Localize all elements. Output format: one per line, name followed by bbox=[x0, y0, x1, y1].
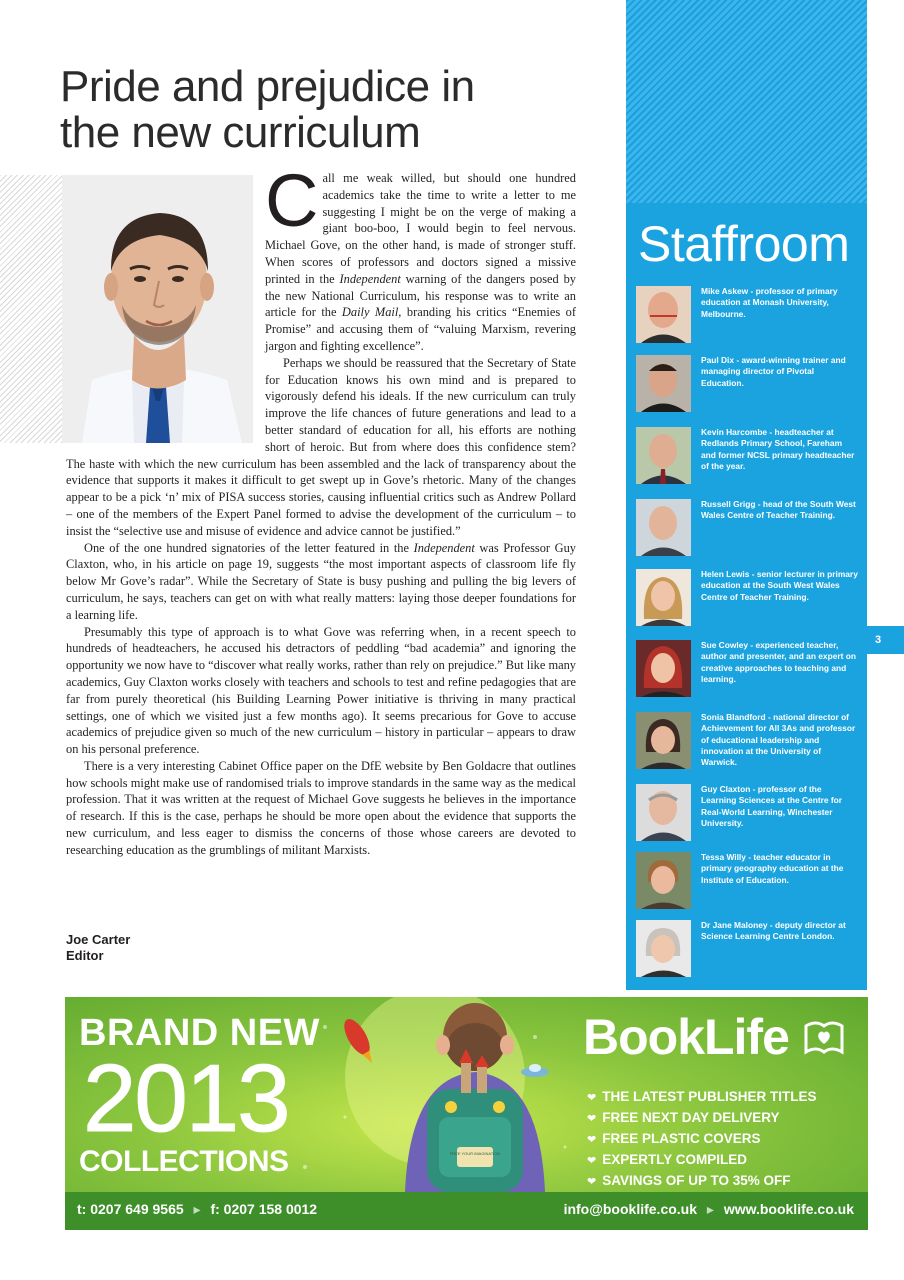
ad-features-list bbox=[587, 1087, 816, 1192]
byline bbox=[66, 932, 130, 964]
staff-desc: - national director of Achievement for All 3As and professor of educational leadership and innovation at the University of Warwick. bbox=[701, 712, 856, 768]
article-paragraph-2: Perhaps we should be reassured that the Secretary of State for Education knows his own mind and is prepared to vigorously defend his ideals. If the new curriculum can truly improve the life chances of future generations and lead to a better standard of education for all, his efforts are nothing short of heroic. But from where does this confidence stem? The haste with which the new curriculum has been assembled and the lack of transparency about the evidence that supports it makes it difficult to get swept up in Gove’s rhetoric. Many of the changes appear to be a pick ‘n’ mix of PISA success stories, causing influential critics such as Andrew Pollard – one of the members of the Expert Panel formed to advise the development of the curriculum – to insist the “selective use and misuse of evidence and advice cannot be justified.” bbox=[66, 355, 576, 538]
staff-desc: - senior lecturer in primary education at the South West Wales Centre of Teacher Training. bbox=[701, 569, 858, 602]
staff-info bbox=[701, 784, 859, 829]
staff-name: Tessa Willy bbox=[701, 852, 746, 862]
staff-info bbox=[701, 427, 859, 472]
staff-photo bbox=[636, 569, 691, 626]
ad-child-backpack-illustration bbox=[365, 997, 585, 1192]
ad-web-contact bbox=[564, 1197, 854, 1221]
ad-feature-text: FREE PLASTIC COVERS bbox=[602, 1131, 761, 1146]
staff-desc: - teacher educator in primary geography education at the Institute of Education. bbox=[701, 852, 844, 885]
staff-name: Paul Dix bbox=[701, 355, 735, 365]
staff-name: Guy Claxton bbox=[701, 784, 751, 794]
staff-info bbox=[701, 286, 859, 320]
staff-info bbox=[701, 712, 859, 768]
staff-photo bbox=[636, 355, 691, 412]
staff-desc: - professor of primary education at Monash University, Melbourne. bbox=[701, 286, 838, 319]
ad-feature-text: THE LATEST PUBLISHER TITLES bbox=[602, 1089, 817, 1104]
heart-icon: ❤ bbox=[587, 1092, 597, 1104]
heart-icon: ❤ bbox=[587, 1134, 597, 1146]
ad-year: 2013 bbox=[83, 1045, 289, 1152]
headline-line-1: Pride and prejudice in bbox=[60, 62, 475, 111]
article-body bbox=[66, 159, 576, 859]
bag-tag-text: FREE YOUR IMAGINATION bbox=[449, 1151, 501, 1156]
staff-desc: - headteacher at Redlands Primary School, Fareham and former NCSL primary headteacher of the year. bbox=[701, 427, 855, 471]
ad-feature-item bbox=[587, 1150, 816, 1171]
staff-name: Sue Cowley bbox=[701, 640, 749, 650]
ad-feature-item bbox=[587, 1129, 816, 1150]
sidebar-hatch-decoration bbox=[626, 0, 867, 203]
p1-text-a: all me weak willed, but should one hundred academics take the time to write a letter to me suggesting I might be on the verge of making a giant boo-boo, I would begin to feel nervous. Michael Gove, on the other hand, is made of stronger stuff. When scores of professors and doctors signed a missive printed in the bbox=[265, 171, 576, 286]
p3-italic-independent: Independent bbox=[413, 540, 475, 555]
staff-photo bbox=[636, 427, 691, 484]
author-name: Joe Carter bbox=[66, 932, 131, 947]
staff-desc: - head of the South West Wales Centre of Teacher Training. bbox=[701, 499, 856, 521]
ad-website-link[interactable]: www.booklife.co.uk bbox=[723, 1201, 854, 1217]
p1-italic-independent: Independent bbox=[339, 271, 401, 286]
page-number-tab: 3 bbox=[867, 626, 904, 654]
booklife-advert[interactable] bbox=[65, 997, 868, 1230]
staff-photo bbox=[636, 640, 691, 697]
ad-phone[interactable]: t: 0207 649 9565 bbox=[77, 1201, 184, 1217]
article-paragraph-5: There is a very interesting Cabinet Office paper on the DfE website by Ben Goldacre that outlines how schools might make use of randomised trials to improve standards in the same way as the medical profession. That it was written at the request of Michael Gove suggests he believes in the importance of research. If this is the case, perhaps he should be more open about the evidence that supports the new curriculum, and less eager to dismiss the concerns of those whose careers are devoted to researching education as the grumblings of militant Marxists. bbox=[66, 758, 576, 857]
ad-feature-text: SAVINGS OF UP TO 35% OFF bbox=[602, 1173, 791, 1188]
p1-text-b: warning of the dangers posed by the new National Curriculum, his response was to write an article for the bbox=[265, 271, 576, 320]
staff-desc: - deputy director at Science Learning Centre London. bbox=[701, 920, 846, 942]
ad-collections: COLLECTIONS bbox=[79, 1145, 289, 1178]
staff-name: Russell Grigg bbox=[701, 499, 756, 509]
staff-photo bbox=[636, 852, 691, 909]
author-role: Editor bbox=[66, 948, 104, 963]
article-paragraph-3 bbox=[66, 540, 576, 624]
staff-photo bbox=[636, 286, 691, 343]
staffroom-title: Staffroom bbox=[638, 216, 850, 272]
staff-photo bbox=[636, 712, 691, 769]
staff-desc: - professor of the Learning Sciences at the Centre for Real-World Learning, Winchester University. bbox=[701, 784, 843, 828]
article-paragraph-4: Presumably this type of approach is to what Gove was referring when, in a recent speech to hundreds of headteachers, he accused his detractors of peddling “bad academia” and ignoring the opportunity we now have to “discover what really works, rather than rely on prejudice.” But like many academics, Guy Claxton works closely with teachers and schools to test and refine pedagogies that are far from purely theoretical (his Building Learning Power initiative is thriving in many practical settings, one of which we visited just a few months ago). It seems precarious for Gove to accuse academics of prejudice given so much of the new curriculum – history in particular – appears to draw on his personal preference. bbox=[66, 624, 576, 757]
drop-cap: C bbox=[265, 159, 319, 242]
ad-feature-item bbox=[587, 1087, 816, 1108]
heart-icon: ❤ bbox=[587, 1113, 597, 1125]
staff-info bbox=[701, 569, 859, 603]
portrait-wrap-space bbox=[66, 170, 265, 448]
separator-dot: ▸ bbox=[193, 1201, 201, 1217]
ad-feature-item bbox=[587, 1108, 816, 1129]
booklife-logo-text: BookLife bbox=[583, 1009, 789, 1065]
staff-info bbox=[701, 920, 859, 943]
ad-feature-text: EXPERTLY COMPILED bbox=[602, 1152, 748, 1167]
staff-name: Mike Askew bbox=[701, 286, 749, 296]
separator-dot: ▸ bbox=[706, 1201, 714, 1217]
staff-info bbox=[701, 640, 859, 685]
article-headline bbox=[60, 64, 580, 156]
staff-photo bbox=[636, 499, 691, 556]
ad-feature-text: FREE NEXT DAY DELIVERY bbox=[602, 1110, 780, 1125]
p1-text-c: branding his critics “Enemies of Promise” and accusing them of “valuing Marxism, revering jargon and fighting excellence”. bbox=[265, 305, 576, 353]
staff-info bbox=[701, 499, 859, 522]
heart-icon: ❤ bbox=[587, 1155, 597, 1167]
heart-icon: ❤ bbox=[587, 1176, 597, 1188]
staff-info bbox=[701, 852, 859, 886]
staff-desc: - experienced teacher, author and presenter, and an expert on creative approaches to teaching and learning. bbox=[701, 640, 856, 684]
staff-desc: - award-winning trainer and managing director of Pivotal Education. bbox=[701, 355, 846, 388]
ad-brand-new: BRAND NEW bbox=[79, 1012, 320, 1054]
ad-feature-item bbox=[587, 1171, 816, 1192]
staff-name: Sonia Blandford bbox=[701, 712, 766, 722]
ad-email-link[interactable]: info@booklife.co.uk bbox=[563, 1201, 698, 1217]
p3-text-b: was Professor Guy Claxton, who, in his article on page 19, suggests “the most important aspects of classroom life fly below Mr Gove’s radar”. While the Secretary of State is busy pushing and pulling the big levers of curriculum, he says, teachers can get on with what really matters: laying those deeper foundations for a learning life. bbox=[66, 540, 576, 622]
staff-info bbox=[701, 355, 859, 389]
p1-italic-daily-mail: Daily Mail, bbox=[341, 305, 402, 320]
book-heart-icon bbox=[802, 1018, 846, 1058]
staffroom-sidebar bbox=[626, 203, 867, 990]
staff-photo bbox=[636, 784, 691, 841]
staff-photo bbox=[636, 920, 691, 977]
staff-name: Kevin Harcombe bbox=[701, 427, 768, 437]
headline-line-2: the new curriculum bbox=[60, 108, 421, 157]
booklife-logo bbox=[583, 1007, 846, 1067]
ad-fax[interactable]: f: 0207 158 0012 bbox=[210, 1201, 318, 1217]
staff-name: Helen Lewis bbox=[701, 569, 750, 579]
staff-name: Dr Jane Maloney bbox=[701, 920, 768, 930]
p3-text-a: One of the one hundred signatories of the letter featured in the bbox=[84, 540, 414, 555]
portrait-hatch-decoration bbox=[0, 175, 62, 443]
ad-phone-fax bbox=[77, 1197, 317, 1221]
